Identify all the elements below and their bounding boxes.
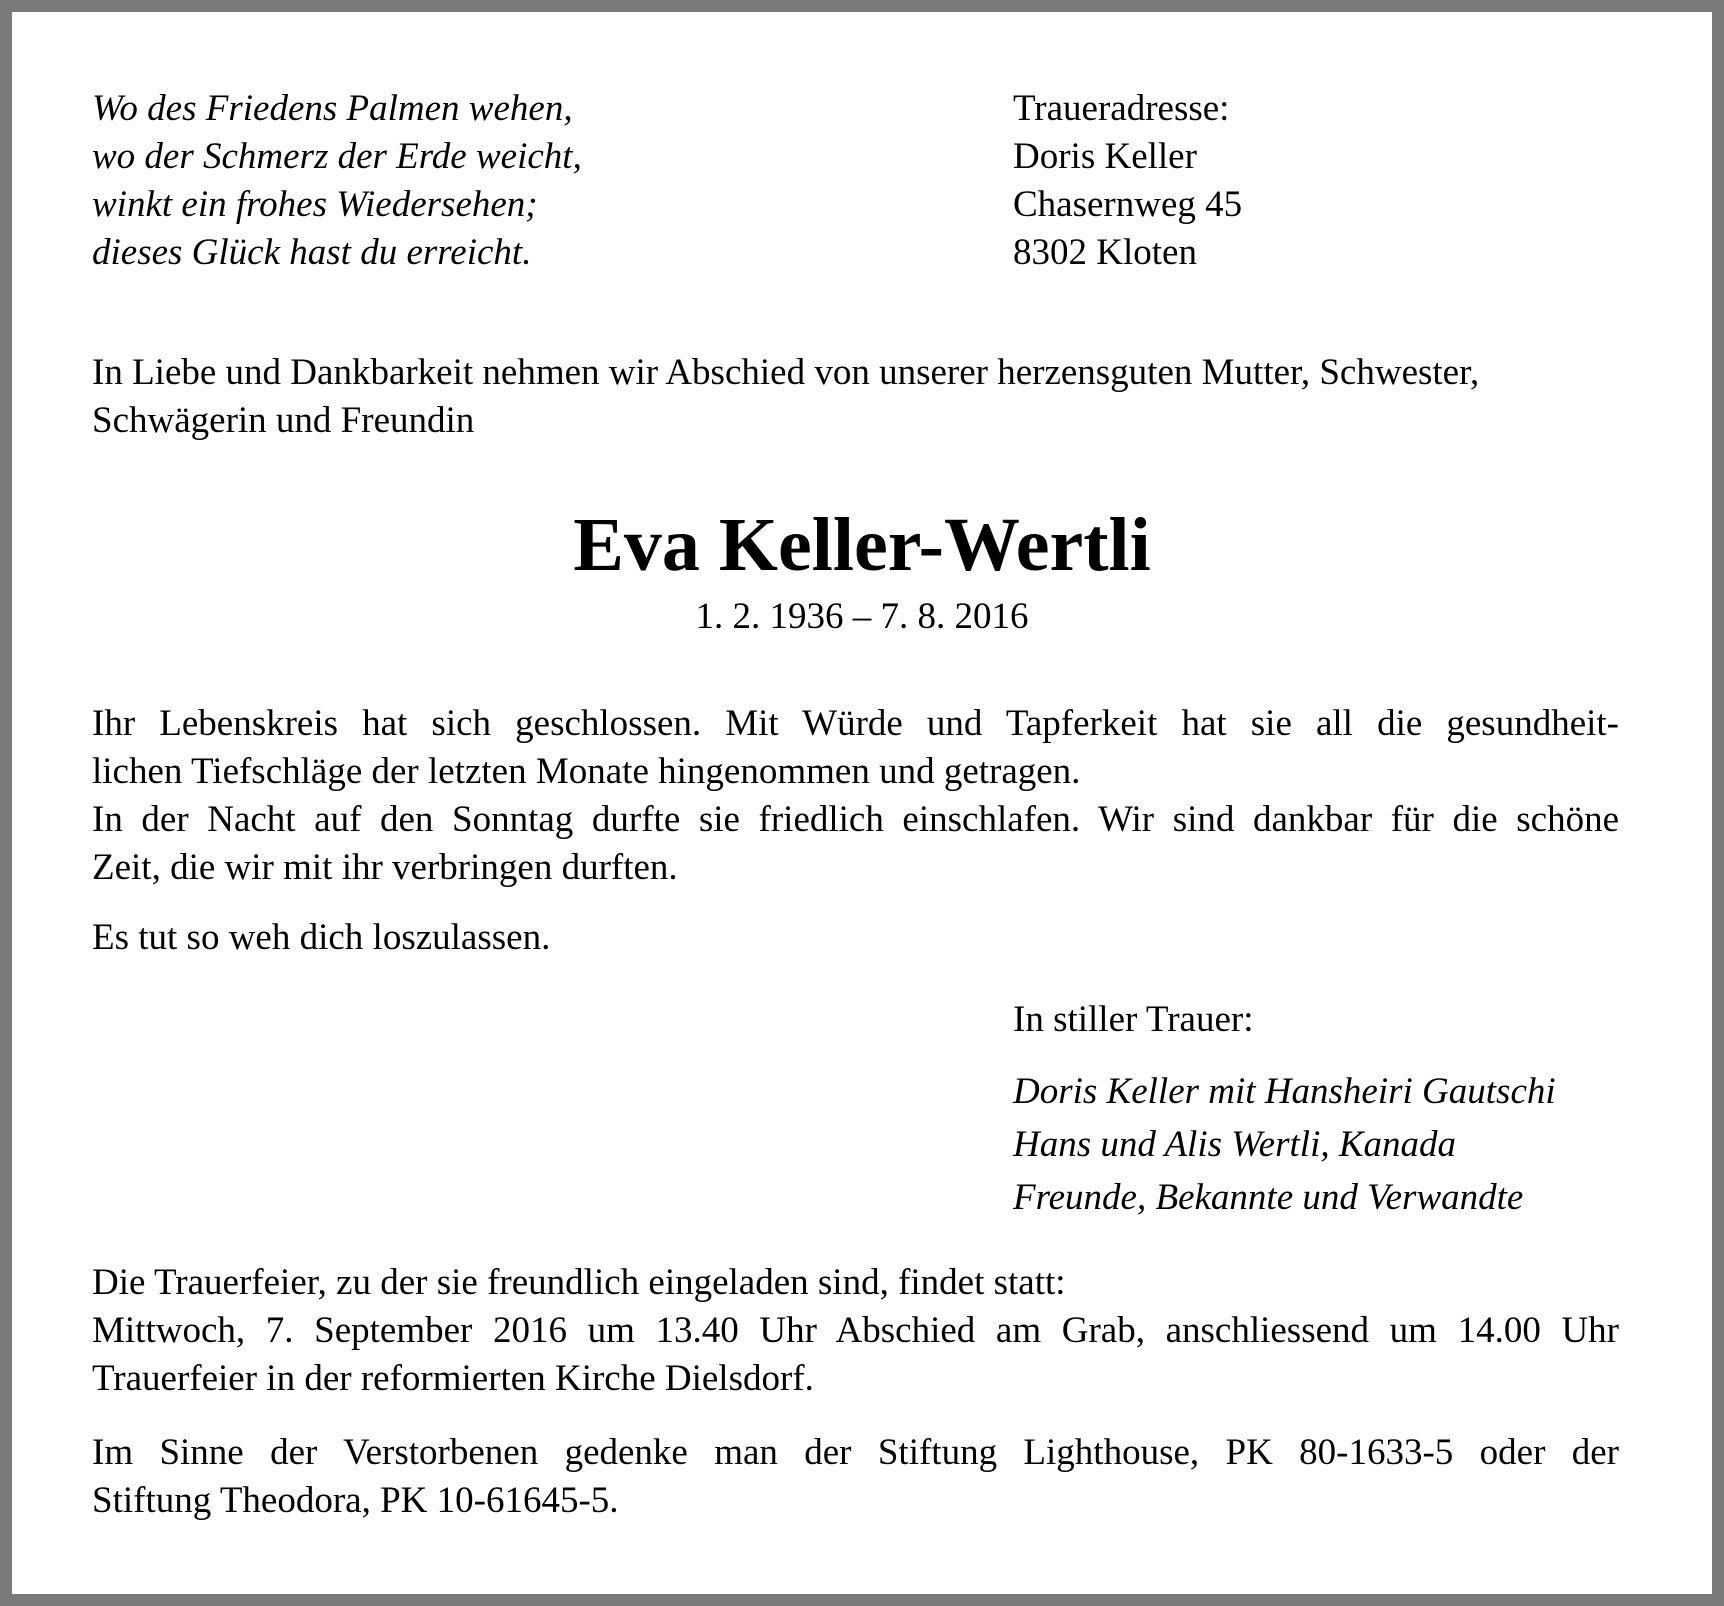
message-line: In der Nacht auf den Sonntag durfte sie friedlich einschlafen. Wir sind dankbar für die schöne: [92, 799, 1619, 840]
message-line: Zeit, die wir mit ihr verbringen durften.: [92, 847, 678, 888]
service-line: Trauerfeier in der reformierten Kirche Dielsdorf.: [92, 1358, 814, 1399]
poem-line: dieses Glück hast du erreicht.: [92, 232, 532, 273]
intro-line: In Liebe und Dankbarkeit nehmen wir Abschied von unserer herzensguten Mutter, Schwester,: [92, 352, 1480, 393]
message-paragraph: [92, 700, 1619, 892]
intro-text: [92, 349, 1479, 445]
mourning-address: [1013, 85, 1242, 277]
address-name: Doris Keller: [1013, 136, 1197, 177]
obituary-page: [12, 12, 1712, 1594]
service-line: Mittwoch, 7. September 2016 um 13.40 Uhr Abschied am Grab, anschliessend um 14.00 Uhr: [92, 1310, 1619, 1351]
poem-line: wo der Schmerz der Erde weicht,: [92, 136, 582, 177]
donation-line: Stiftung Theodora, PK 10-61645-5.: [92, 1480, 619, 1521]
donation-info: [92, 1429, 1619, 1525]
intro-line: Schwägerin und Freundin: [92, 400, 475, 441]
mourning-label: In stiller Trauer:: [1013, 999, 1254, 1040]
address-city: 8302 Kloten: [1013, 232, 1197, 273]
mourner-item: Freunde, Bekannte und Verwandte: [1013, 1177, 1524, 1218]
service-line: Die Trauerfeier, zu der sie freundlich eingeladen sind, findet statt:: [92, 1262, 1066, 1303]
poem: [92, 85, 582, 277]
mourners-list: [1013, 1065, 1556, 1224]
mourner-item: Hans und Alis Wertli, Kanada: [1013, 1124, 1457, 1165]
life-dates: 1. 2. 1936 – 7. 8. 2016: [695, 596, 1029, 637]
donation-line: Im Sinne der Verstorbenen gedenke man der Stiftung Lighthouse, PK 80-1633-5 oder der: [92, 1432, 1619, 1473]
mourner-item: Doris Keller mit Hansheiri Gautschi: [1013, 1071, 1556, 1112]
address-label: Traueradresse:: [1013, 88, 1230, 129]
message-line: Ihr Lebenskreis hat sich geschlossen. Mit Würde und Tapferkeit hat sie all die gesundheit-: [92, 703, 1619, 744]
service-info: [92, 1259, 1619, 1403]
poem-line: winkt ein frohes Wiedersehen;: [92, 184, 538, 225]
closing-text: Es tut so weh dich loszulassen.: [92, 917, 551, 958]
message-line: lichen Tiefschläge der letzten Monate hingenommen und getragen.: [92, 751, 1081, 792]
deceased-name: Eva Keller-Wertli: [573, 503, 1151, 587]
address-street: Chasernweg 45: [1013, 184, 1243, 225]
poem-line: Wo des Friedens Palmen wehen,: [92, 88, 573, 129]
